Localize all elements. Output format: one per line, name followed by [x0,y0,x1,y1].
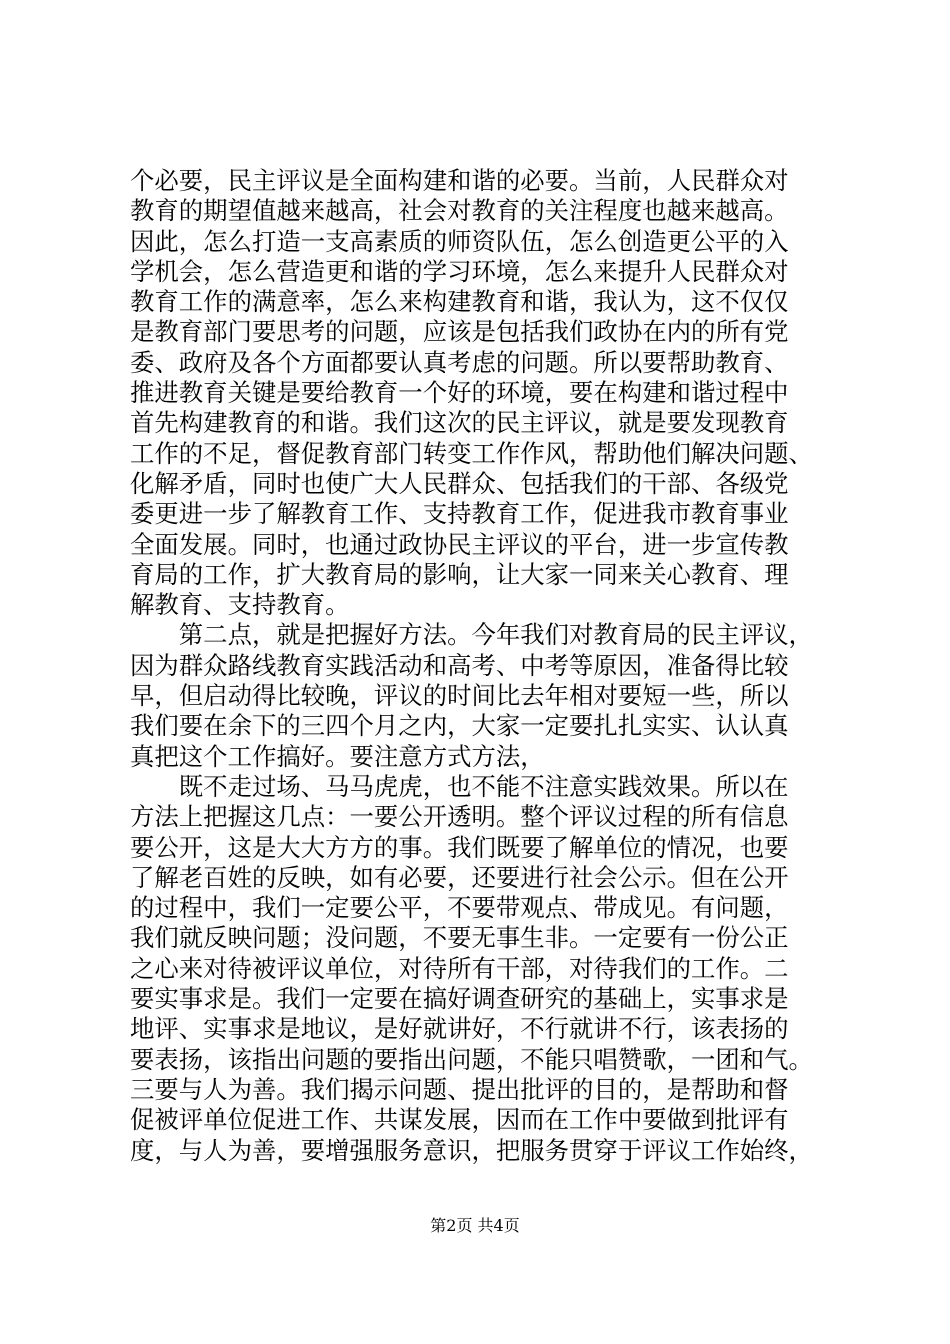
text-line: 我们要在余下的三四个月之内，大家一定要扎扎实实、认认真 [130,711,789,741]
text-line: 学机会，怎么营造更和谐的学习环境，怎么来提升人民群众对 [130,256,789,286]
text-line: 全面发展。同时，也通过政协民主评议的平台，进一步宣传教 [130,529,789,559]
text-line: 既不走过场、马马虎虎，也不能不注意实践效果。所以在 [130,771,789,801]
text-line: 育局的工作，扩大教育局的影响，让大家一同来关心教育、理 [130,559,789,589]
text-line: 因为群众路线教育实践活动和高考、中考等原因，准备得比较 [130,650,789,680]
text-line: 度，与人为善，要增强服务意识，把服务贯穿于评议工作始终， [130,1135,813,1165]
text-line: 要实事求是。我们一定要在搞好调查研究的基础上，实事求是 [130,984,789,1014]
text-line: 促被评单位促进工作、共谋发展，因而在工作中要做到批评有 [130,1105,789,1135]
text-line: 之心来对待被评议单位，对待所有干部，对待我们的工作。二 [130,953,789,983]
text-line: 地评、实事求是地议，是好就讲好，不行就讲不行，该表扬的 [130,1014,789,1044]
text-line: 了解老百姓的反映，如有必要，还要进行社会公示。但在公开 [130,862,789,892]
text-line: 教育工作的满意率，怎么来构建教育和谐，我认为，这不仅仅 [130,287,789,317]
body-text [130,166,828,1166]
text-line: 要公开，这是大大方方的事。我们既要了解单位的情况，也要 [130,832,789,862]
text-line: 解教育、支持教育。 [130,590,350,620]
text-line: 我们就反映问题；没问题，不要无事生非。一定要有一份公正 [130,923,789,953]
text-line: 方法上把握这几点：一要公开透明。整个评议过程的所有信息 [130,802,789,832]
text-line: 委更进一步了解教育工作、支持教育工作，促进我市教育事业 [130,499,789,529]
text-line: 因此，怎么打造一支高素质的师资队伍，怎么创造更公平的入 [130,226,789,256]
text-line: 工作的不足，督促教育部门转变工作作风，帮助他们解决问题、 [130,438,813,468]
text-line: 教育的期望值越来越高，社会对教育的关注程度也越来越高。 [130,196,789,226]
text-line: 推进教育关键是要给教育一个好的环境，要在构建和谐过程中 [130,378,789,408]
text-line: 首先构建教育的和谐。我们这次的民主评议，就是要发现教育 [130,408,789,438]
text-line: 早，但启动得比较晚，评议的时间比去年相对要短一些，所以 [130,681,789,711]
text-line: 委、政府及各个方面都要认真考虑的问题。所以要帮助教育、 [130,347,789,377]
text-line: 化解矛盾，同时也使广大人民群众、包括我们的干部、各级党 [130,468,789,498]
page-number-footer: 第2页 共4页 [430,1216,520,1235]
text-line: 个必要，民主评议是全面构建和谐的必要。当前，人民群众对 [130,166,789,195]
text-line: 真把这个工作搞好。要注意方式方法， [130,741,545,771]
text-line: 第二点，就是把握好方法。今年我们对教育局的民主评议， [130,620,813,650]
text-line: 要表扬，该指出问题的要指出问题，不能只唱赞歌，一团和气。 [130,1044,813,1074]
text-line: 是教育部门要思考的问题，应该是包括我们政协在内的所有党 [130,317,789,347]
text-line: 的过程中，我们一定要公平，不要带观点、带成见。有问题， [130,893,789,923]
text-line: 三要与人为善。我们揭示问题、提出批评的目的，是帮助和督 [130,1074,789,1104]
